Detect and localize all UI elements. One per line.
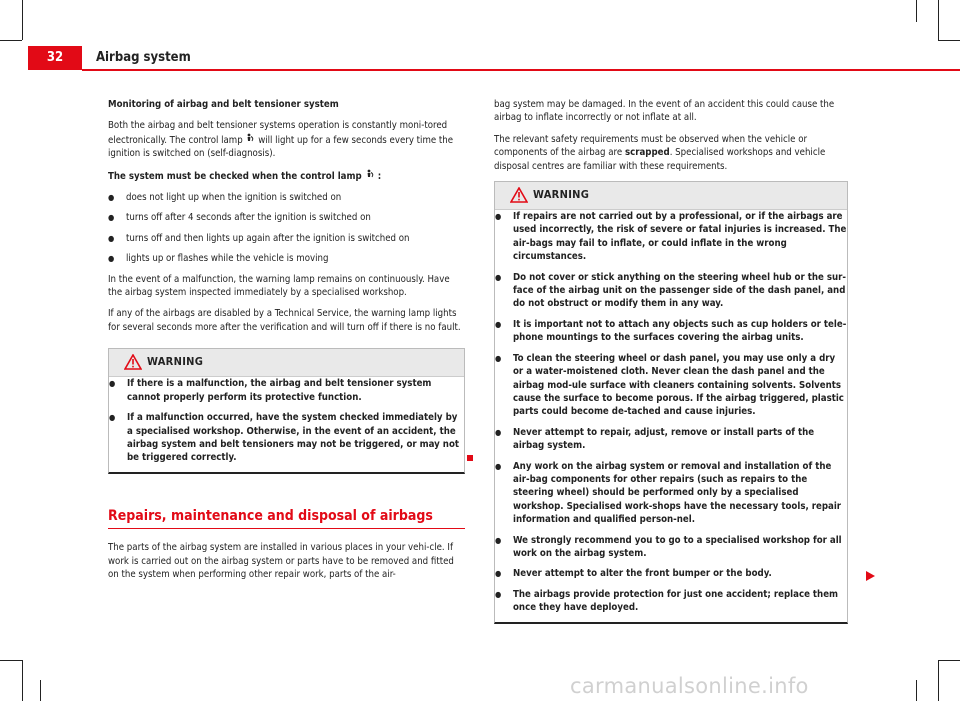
list-item: ● If repairs are not carried out by a professional, or if the airbags are used incorrectly, the risk of severe or fatal injuries is increased. The air-bags may fail to inflate, or could inflate in the wrong circumstances. — [495, 210, 847, 264]
list-item: ● does not light up when the ignition is switched on — [108, 191, 465, 204]
header-rule — [82, 69, 960, 71]
warning-box — [494, 181, 848, 624]
check-heading — [108, 169, 465, 183]
crop-mark — [938, 660, 960, 661]
safety-text-1: The relevant safety requirements must be observed when the vehicle or components of the airbag are — [494, 133, 808, 159]
list-item: ● Any work on the airbag system or removal and installation of the air-bag components for other repairs (such as repairs to the steering wheel) should be performed only by a specialised workshop. Specialised work-shops have the necessary tools, repair information and qualified person-nel. — [495, 460, 847, 527]
warning-box — [108, 348, 465, 473]
continue-arrow-icon — [866, 571, 875, 581]
page-number: 32 — [28, 46, 82, 70]
airbag-lamp-icon — [245, 135, 255, 146]
warning-triangle-icon — [510, 187, 528, 203]
crop-mark — [938, 660, 939, 701]
monitoring-heading: Monitoring of airbag and belt tensioner system — [108, 99, 339, 110]
crop-mark — [22, 660, 23, 701]
list-item: ● turns off after 4 seconds after the ignition is switched on — [108, 211, 465, 224]
list-item: ● Never attempt to alter the front bumper or the body. — [495, 567, 847, 580]
crop-mark — [0, 40, 22, 41]
section-heading: Repairs, maintenance and disposal of airbags — [108, 510, 465, 529]
end-marker — [467, 455, 473, 461]
warning-triangle-icon — [124, 354, 142, 370]
continuation-paragraph: bag system may be damaged. In the event of an accident this could cause the airbag to inflate incorrectly or not inflate at all. — [494, 99, 835, 124]
section-paragraph: The parts of the airbag system are installed in various places in your vehi-cle. If work is carried out on the airbag system or parts have to be removed and fitted on the system when performing other repair work, parts of the air- — [108, 542, 454, 580]
watermark: carmanualsonline.info — [570, 674, 809, 698]
crop-mark — [916, 680, 917, 701]
intro-paragraph — [108, 119, 465, 160]
page-title: Airbag system — [96, 50, 191, 65]
warning-header — [109, 349, 464, 377]
crop-mark — [916, 0, 917, 22]
list-item: ● It is important not to attach any objects such as cup holders or tele-phone mountings to the surfaces covering the airbag units. — [495, 318, 847, 345]
crop-mark — [938, 0, 939, 40]
safety-text-2: . Specialised workshops and vehicle disposal centres are familiar with these requirements. — [494, 147, 826, 172]
crop-mark — [40, 680, 41, 701]
check-colon: : — [377, 170, 382, 182]
list-item: ● We strongly recommend you to go to a specialised workshop for all work on the airbag system. — [495, 534, 847, 561]
intro-text-2: will light up for a few seconds every time the ignition is switched on (self-diagnosis). — [108, 134, 454, 160]
list-item: ● lights up or flashes while the vehicle is moving — [108, 252, 465, 265]
crop-mark — [938, 40, 960, 41]
list-item: ● Do not cover or stick anything on the steering wheel hub or the sur-face of the airbag unit on the passenger side of the dash panel, and do not obstruct or modify them in any way. — [495, 271, 847, 311]
disabled-paragraph: If any of the airbags are disabled by a Technical Service, the warning lamp lights for several seconds more after the verification and will turn off if there is no fault. — [108, 308, 461, 333]
list-item: ● The airbags provide protection for just one accident; replace them once they have deployed. — [495, 588, 847, 615]
list-item: ● If there is a malfunction, the airbag and belt tensioner system cannot properly perform its protective function. — [109, 377, 464, 404]
warning-header — [495, 182, 847, 210]
safety-bold: scrapped — [624, 147, 670, 159]
check-list — [108, 191, 465, 266]
check-label: The system must be checked when the control lamp — [108, 170, 362, 182]
warning-title: WARNING — [147, 355, 204, 369]
malfunction-paragraph: In the event of a malfunction, the warning lamp remains on continuously. Have the airbag system inspected immediately by a specialised workshop. — [108, 273, 450, 299]
list-item: ● Never attempt to repair, adjust, remove or install parts of the airbag system. — [495, 426, 847, 453]
crop-mark — [0, 660, 22, 661]
warning-title: WARNING — [533, 188, 590, 202]
intro-text-1: Both the airbag and belt tensioner systems operation is constantly moni-tored electronically. The control lamp — [108, 120, 448, 146]
list-item: ● To clean the steering wheel or dash panel, you may use only a dry or a water-moistened cloth. Never clean the dash panel and the airbag mod-ule surface with cleaners containing solvents. Solvents cause the surface to become porous. If the airbag triggered, plastic parts could become de-tached and cause injuries. — [495, 352, 847, 419]
left-column — [108, 98, 465, 589]
airbag-lamp-icon — [365, 171, 375, 182]
safety-paragraph — [494, 133, 848, 173]
crop-mark — [22, 0, 23, 40]
list-item: ● If a malfunction occurred, have the system checked immediately by a specialised workshop. Otherwise, in the event of an accident, the airbag system and belt tensioners may not be triggered, or may not be triggered correctly. — [109, 411, 464, 465]
warning-list — [109, 377, 464, 464]
warning-list — [495, 210, 847, 615]
right-column — [494, 98, 848, 624]
list-item: ● turns off and then lights up again after the ignition is switched on — [108, 232, 465, 245]
